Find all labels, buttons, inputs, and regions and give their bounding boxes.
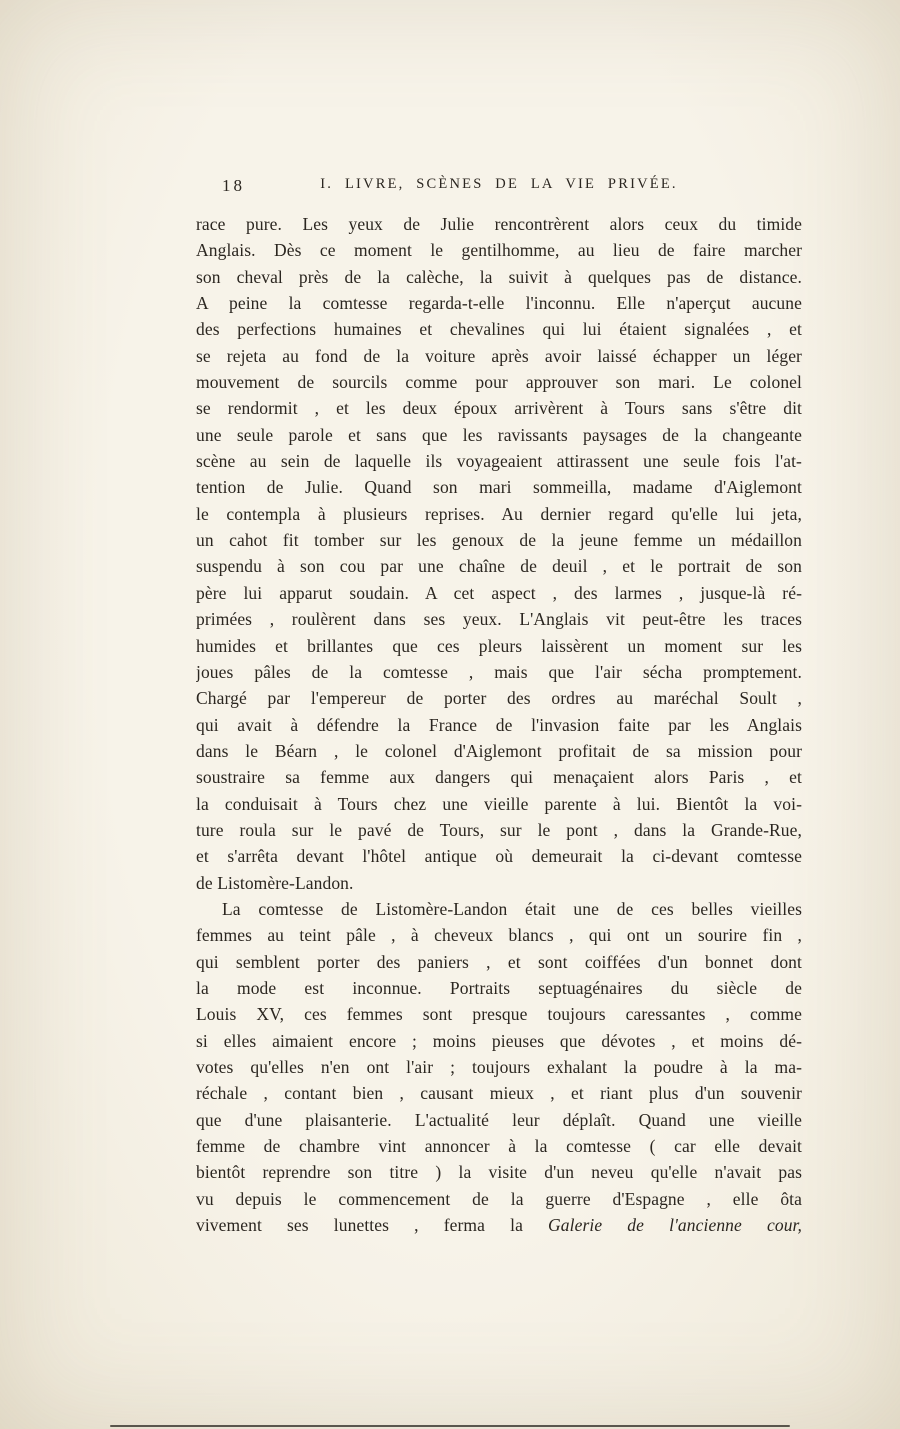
text-line: femme de chambre vint annoncer à la comtesse ( car elle devait bbox=[196, 1136, 802, 1157]
text-line: se rejeta au fond de la voiture après avoir laissé échapper un léger bbox=[196, 345, 802, 366]
text-line: Louis XV, ces femmes sont presque toujours caressantes , comme bbox=[196, 1004, 802, 1025]
text-line: votes qu'elles n'en ont l'air ; toujours exhalant la poudre à la ma- bbox=[196, 1057, 802, 1077]
text-line: primées , roulèrent dans ses yeux. L'Anglais vit peut-être les traces bbox=[196, 609, 802, 630]
text-line: dans le Béarn , le colonel d'Aiglemont profitait de sa mission pour bbox=[196, 740, 802, 761]
text-line: Chargé par l'empereur de porter des ordres au maréchal Soult , bbox=[196, 688, 802, 709]
text-line: qui avait à défendre la France de l'invasion faite par les Anglais bbox=[196, 714, 802, 735]
text-line bbox=[196, 1212, 802, 1238]
text-line: humides et brillantes que ces pleurs laissèrent un moment sur les bbox=[196, 635, 802, 656]
text-line: de Listomère-Landon. bbox=[196, 872, 354, 893]
text-block bbox=[196, 211, 802, 1238]
text-line: son cheval près de la calèche, la suivit à quelques pas de distance. bbox=[196, 266, 802, 287]
text-line: se rendormit , et les deux époux arrivèrent à Tours sans s'être dit bbox=[196, 398, 802, 419]
text-line: soustraire sa femme aux dangers qui menaçaient alors Paris , et bbox=[196, 767, 802, 788]
text-line: scène au sein de laquelle ils voyageaient attirassent une seule fois l'at- bbox=[196, 451, 802, 472]
text-line: La comtesse de Listomère-Landon était une de ces belles vieilles bbox=[222, 898, 802, 919]
text-line: la conduisait à Tours chez une vieille parente à lui. Bientôt la voi- bbox=[196, 793, 802, 814]
paragraph bbox=[196, 211, 802, 896]
text-line: A peine la comtesse regarda-t-elle l'inconnu. Elle n'aperçut aucune bbox=[196, 293, 802, 314]
text-line: des perfections humaines et chevalines qui lui étaient signalées , et bbox=[196, 319, 802, 340]
text-line: la mode est inconnue. Portraits septuagénaires du siècle de bbox=[196, 977, 802, 998]
text-line: Anglais. Dès ce moment le gentilhomme, au lieu de faire marcher bbox=[196, 240, 802, 261]
text-line: tention de Julie. Quand son mari sommeilla, madame d'Aiglemont bbox=[196, 477, 802, 498]
text-line: père lui apparut soudain. A cet aspect , des larmes , jusque-là ré- bbox=[196, 582, 802, 603]
text-line: suspendu à son cou par une chaîne de deuil , et le portrait de son bbox=[196, 556, 802, 577]
text-line: ture roula sur le pavé de Tours, sur le pont , dans la Grande-Rue, bbox=[196, 819, 802, 840]
italic-text: Galerie de l'ancienne cour, bbox=[548, 1215, 802, 1236]
paragraph bbox=[196, 896, 802, 1238]
text-line: bientôt reprendre son titre ) la visite d'un neveu qu'elle n'avait pas bbox=[196, 1162, 802, 1183]
text-line: le contempla à plusieurs reprises. Au dernier regard qu'elle lui jeta, bbox=[196, 503, 802, 524]
text-line: que d'une plaisanterie. L'actualité leur déplaît. Quand une vieille bbox=[196, 1109, 802, 1130]
text-segment: vivement ses lunettes , ferma la bbox=[196, 1215, 549, 1236]
text-line: une seule parole et sans que les ravissants paysages de la changeante bbox=[196, 424, 802, 445]
text-line: mouvement de sourcils comme pour approuver son mari. Le colonel bbox=[196, 372, 802, 393]
text-line: et s'arrêta devant l'hôtel antique où demeurait la ci-devant comtesse bbox=[196, 846, 802, 867]
page-header bbox=[196, 174, 802, 198]
text-line: femmes au teint pâle , à cheveux blancs , qui ont un sourire fin , bbox=[196, 925, 802, 946]
running-header: I. LIVRE, SCÈNES DE LA VIE PRIVÉE. bbox=[320, 176, 678, 192]
text-line: un cahot fit tomber sur les genoux de la jeune femme un médaillon bbox=[196, 530, 802, 551]
text-line: si elles aimaient encore ; moins pieuses que dévotes , et moins dé- bbox=[196, 1030, 802, 1051]
scan-edge-artifact bbox=[110, 1425, 790, 1427]
text-line: réchale , contant bien , causant mieux , et riant plus d'un souvenir bbox=[196, 1083, 802, 1104]
text-line: joues pâles de la comtesse , mais que l'air sécha promptement. bbox=[196, 661, 802, 682]
text-line: qui semblent porter des paniers , et sont coiffées d'un bonnet dont bbox=[196, 951, 802, 972]
text-line: race pure. Les yeux de Julie rencontrèrent alors ceux du timide bbox=[196, 214, 802, 234]
page-number: 18 bbox=[222, 176, 245, 195]
text-line: vu depuis le commencement de la guerre d'Espagne , elle ôta bbox=[196, 1188, 802, 1209]
